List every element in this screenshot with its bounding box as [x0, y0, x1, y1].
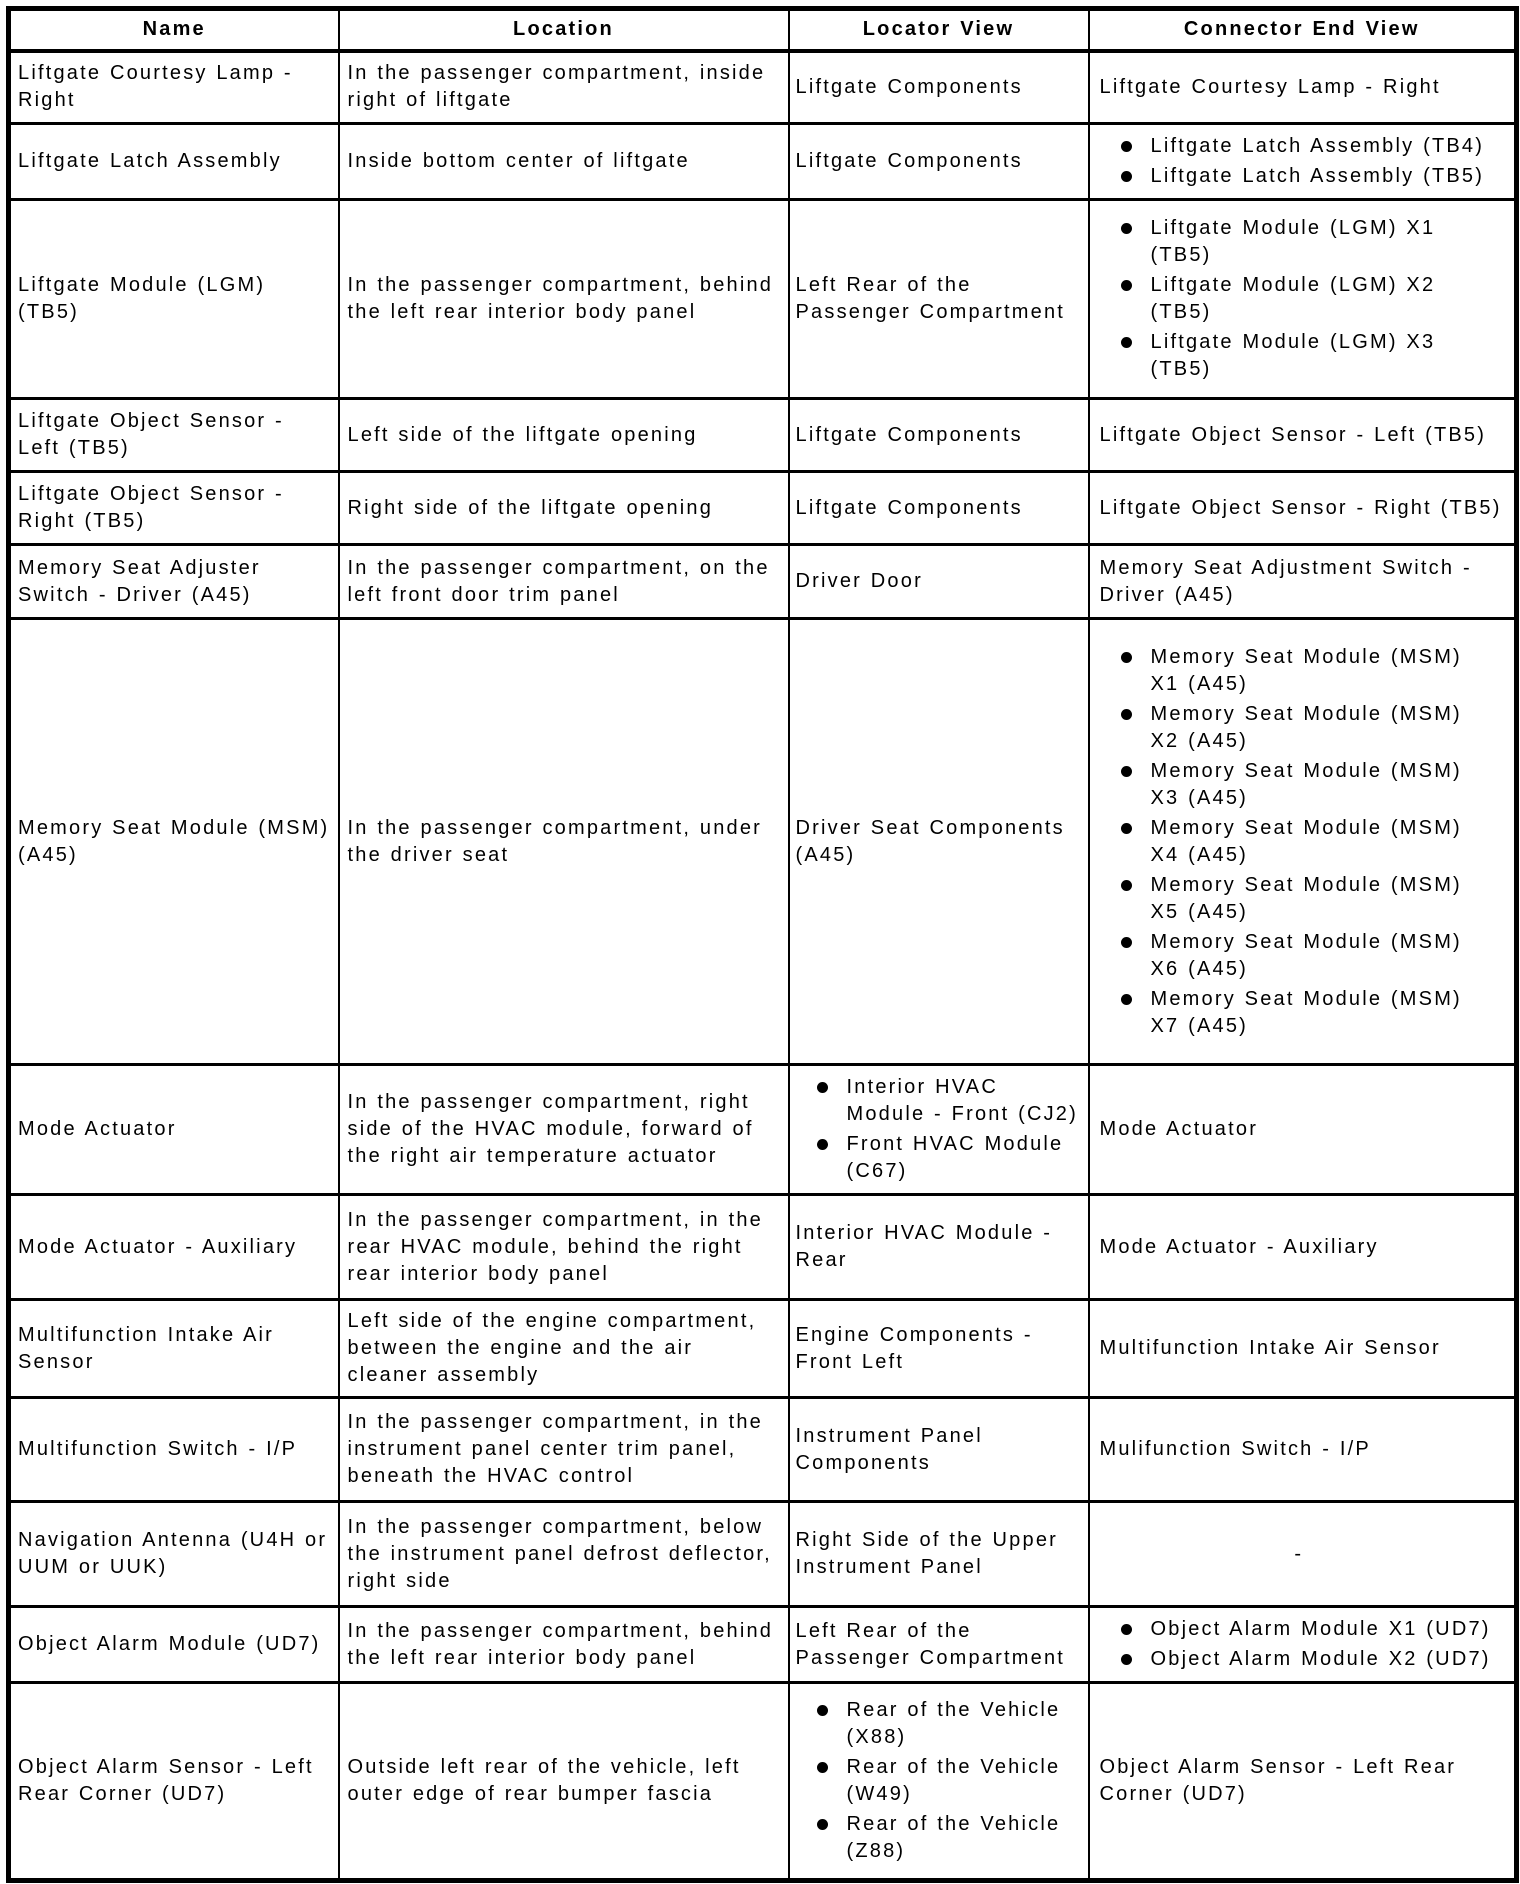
list-item-label: Object Alarm Module X1 (UD7)	[1150, 1618, 1491, 1640]
table-row	[9, 545, 1517, 619]
bullet-icon	[817, 1139, 828, 1150]
cell-location: In the passenger compartment, in the instrument panel center trim panel, beneath the HVAC control	[339, 1398, 789, 1502]
cell-locator-view: Liftgate Components	[789, 124, 1089, 200]
cell-connector-end-view: Object Alarm Sensor - Left Rear Corner (UD7)	[1089, 1683, 1517, 1881]
column-header: Name	[9, 9, 339, 51]
cell-connector-end-view	[1089, 619, 1517, 1065]
bullet-icon	[1121, 709, 1132, 720]
cell-locator-view: Interior HVAC Module - Rear	[789, 1195, 1089, 1300]
cell-locator-view: Liftgate Components	[789, 472, 1089, 545]
table-row	[9, 51, 1517, 124]
cell-locator-view: Liftgate Components	[789, 399, 1089, 472]
table-row	[9, 399, 1517, 472]
column-header: Location	[339, 9, 789, 51]
table-row	[9, 1195, 1517, 1300]
cell-location: Left side of the engine compartment, between the engine and the air cleaner assembly	[339, 1300, 789, 1398]
table-row	[9, 472, 1517, 545]
cell-connector-end-view: Multifunction Intake Air Sensor	[1089, 1300, 1517, 1398]
bullet-icon	[1121, 766, 1132, 777]
cell-location: In the passenger compartment, inside right of liftgate	[339, 51, 789, 124]
connector-locations-table	[6, 6, 1519, 1883]
cell-connector-end-view	[1089, 1607, 1517, 1683]
cell-name: Liftgate Module (LGM) (TB5)	[9, 200, 339, 399]
bullet-icon	[817, 1705, 828, 1716]
table-row	[9, 1607, 1517, 1683]
cell-name: Liftgate Courtesy Lamp - Right	[9, 51, 339, 124]
bullet-icon	[1121, 1624, 1132, 1635]
cell-locator-view: Driver Seat Components (A45)	[789, 619, 1089, 1065]
cell-location: In the passenger compartment, behind the left rear interior body panel	[339, 200, 789, 399]
list-item	[1100, 329, 1509, 383]
list-item	[1100, 272, 1509, 326]
list-item	[1100, 701, 1509, 755]
bullet-icon	[1121, 880, 1132, 891]
list-item-label: Liftgate Module (LGM) X1 (TB5)	[1150, 217, 1436, 266]
list-item	[796, 1074, 1088, 1128]
bullet-icon	[1121, 937, 1132, 948]
table-body	[9, 51, 1517, 1881]
cell-location: Left side of the liftgate opening	[339, 399, 789, 472]
cell-name: Liftgate Object Sensor - Left (TB5)	[9, 399, 339, 472]
table-row	[9, 1300, 1517, 1398]
cell-location: Inside bottom center of liftgate	[339, 124, 789, 200]
cell-name: Multifunction Switch - I/P	[9, 1398, 339, 1502]
list-item-label: Object Alarm Module X2 (UD7)	[1150, 1648, 1491, 1670]
bullet-icon	[1121, 223, 1132, 234]
cell-connector-end-view: Liftgate Courtesy Lamp - Right	[1089, 51, 1517, 124]
cell-name: Memory Seat Adjuster Switch - Driver (A45)	[9, 545, 339, 619]
cell-locator-view: Right Side of the Upper Instrument Panel	[789, 1502, 1089, 1607]
list-item-label: Memory Seat Module (MSM) X1 (A45)	[1150, 645, 1462, 695]
bullet-icon	[817, 1762, 828, 1773]
list-item-label: Liftgate Latch Assembly (TB5)	[1150, 165, 1485, 187]
list-item	[1100, 815, 1509, 869]
bullet-icon	[1121, 337, 1132, 348]
bullet-icon	[1121, 823, 1132, 834]
list-item	[1100, 1616, 1509, 1643]
list-item-label: Memory Seat Module (MSM) X2 (A45)	[1150, 702, 1462, 752]
cell-connector-end-view: Liftgate Object Sensor - Left (TB5)	[1089, 399, 1517, 472]
list-item-label: Liftgate Latch Assembly (TB4)	[1150, 135, 1485, 157]
cell-name: Object Alarm Module (UD7)	[9, 1607, 339, 1683]
bullet-icon	[1121, 280, 1132, 291]
cell-name: Multifunction Intake Air Sensor	[9, 1300, 339, 1398]
cell-name: Object Alarm Sensor - Left Rear Corner (UD7)	[9, 1683, 339, 1881]
cell-locator-view	[789, 1683, 1089, 1881]
cell-name: Mode Actuator	[9, 1065, 339, 1195]
cell-locator-view: Left Rear of the Passenger Compartment	[789, 1607, 1089, 1683]
cell-locator-view	[789, 1065, 1089, 1195]
table-row	[9, 1502, 1517, 1607]
list-item	[1100, 1646, 1509, 1673]
list-item	[1100, 758, 1509, 812]
cell-locator-view: Driver Door	[789, 545, 1089, 619]
bullet-icon	[1121, 994, 1132, 1005]
cell-name: Liftgate Object Sensor - Right (TB5)	[9, 472, 339, 545]
table-row	[9, 1065, 1517, 1195]
list-item-label: Rear of the Vehicle (X88)	[846, 1699, 1061, 1748]
cell-location: In the passenger compartment, under the driver seat	[339, 619, 789, 1065]
cell-location: In the passenger compartment, in the rear HVAC module, behind the right rear interior body panel	[339, 1195, 789, 1300]
cell-location: In the passenger compartment, right side of the HVAC module, forward of the right air temperature actuator	[339, 1065, 789, 1195]
bullet-icon	[1121, 1654, 1132, 1665]
column-header: Locator View	[789, 9, 1089, 51]
cell-location: Right side of the liftgate opening	[339, 472, 789, 545]
list-item-label: Front HVAC Module (C67)	[846, 1133, 1064, 1182]
cell-location: Outside left rear of the vehicle, left outer edge of rear bumper fascia	[339, 1683, 789, 1881]
list-item-label: Memory Seat Module (MSM) X4 (A45)	[1150, 816, 1462, 866]
cell-connector-end-view: Memory Seat Adjustment Switch - Driver (A45)	[1089, 545, 1517, 619]
cell-locator-view: Engine Components - Front Left	[789, 1300, 1089, 1398]
cell-connector-end-view: Mulifunction Switch - I/P	[1089, 1398, 1517, 1502]
list-item-label: Interior HVAC Module - Front (CJ2)	[846, 1076, 1078, 1125]
table-row	[9, 619, 1517, 1065]
table-row	[9, 1683, 1517, 1881]
cell-location: In the passenger compartment, below the instrument panel defrost deflector, right side	[339, 1502, 789, 1607]
cell-connector-end-view	[1089, 124, 1517, 200]
bullet-icon	[817, 1819, 828, 1830]
list-item	[1100, 929, 1509, 983]
list-item-label: Rear of the Vehicle (W49)	[846, 1756, 1061, 1805]
column-header: Connector End View	[1089, 9, 1517, 51]
cell-connector-end-view	[1089, 200, 1517, 399]
bullet-icon	[817, 1082, 828, 1093]
list-item	[1100, 215, 1509, 269]
cell-connector-end-view: Mode Actuator	[1089, 1065, 1517, 1195]
cell-locator-view: Instrument Panel Components	[789, 1398, 1089, 1502]
header-row	[9, 9, 1517, 51]
cell-name: Memory Seat Module (MSM) (A45)	[9, 619, 339, 1065]
list-item	[796, 1131, 1088, 1185]
table-row	[9, 124, 1517, 200]
list-item	[1100, 163, 1509, 190]
table-row	[9, 1398, 1517, 1502]
list-item	[1100, 986, 1509, 1040]
list-item	[796, 1697, 1088, 1751]
list-item	[1100, 133, 1509, 160]
list-item-label: Memory Seat Module (MSM) X7 (A45)	[1150, 987, 1462, 1037]
cell-connector-end-view: Mode Actuator - Auxiliary	[1089, 1195, 1517, 1300]
bullet-icon	[1121, 141, 1132, 152]
cell-name: Mode Actuator - Auxiliary	[9, 1195, 339, 1300]
cell-location: In the passenger compartment, on the left front door trim panel	[339, 545, 789, 619]
list-item-label: Rear of the Vehicle (Z88)	[846, 1813, 1061, 1862]
cell-connector-end-view: Liftgate Object Sensor - Right (TB5)	[1089, 472, 1517, 545]
cell-connector-end-view: -	[1089, 1502, 1517, 1607]
list-item	[796, 1754, 1088, 1808]
bullet-icon	[1121, 652, 1132, 663]
list-item-label: Liftgate Module (LGM) X2 (TB5)	[1150, 274, 1436, 323]
list-item-label: Memory Seat Module (MSM) X6 (A45)	[1150, 930, 1462, 980]
list-item	[1100, 872, 1509, 926]
cell-name: Navigation Antenna (U4H or UUM or UUK)	[9, 1502, 339, 1607]
table-row	[9, 200, 1517, 399]
list-item	[1100, 644, 1509, 698]
list-item-label: Memory Seat Module (MSM) X5 (A45)	[1150, 873, 1462, 923]
bullet-icon	[1121, 171, 1132, 182]
cell-location: In the passenger compartment, behind the left rear interior body panel	[339, 1607, 789, 1683]
list-item-label: Liftgate Module (LGM) X3 (TB5)	[1150, 331, 1436, 380]
list-item-label: Memory Seat Module (MSM) X3 (A45)	[1150, 759, 1462, 809]
cell-name: Liftgate Latch Assembly	[9, 124, 339, 200]
cell-locator-view: Liftgate Components	[789, 51, 1089, 124]
list-item	[796, 1811, 1088, 1865]
cell-locator-view: Left Rear of the Passenger Compartment	[789, 200, 1089, 399]
